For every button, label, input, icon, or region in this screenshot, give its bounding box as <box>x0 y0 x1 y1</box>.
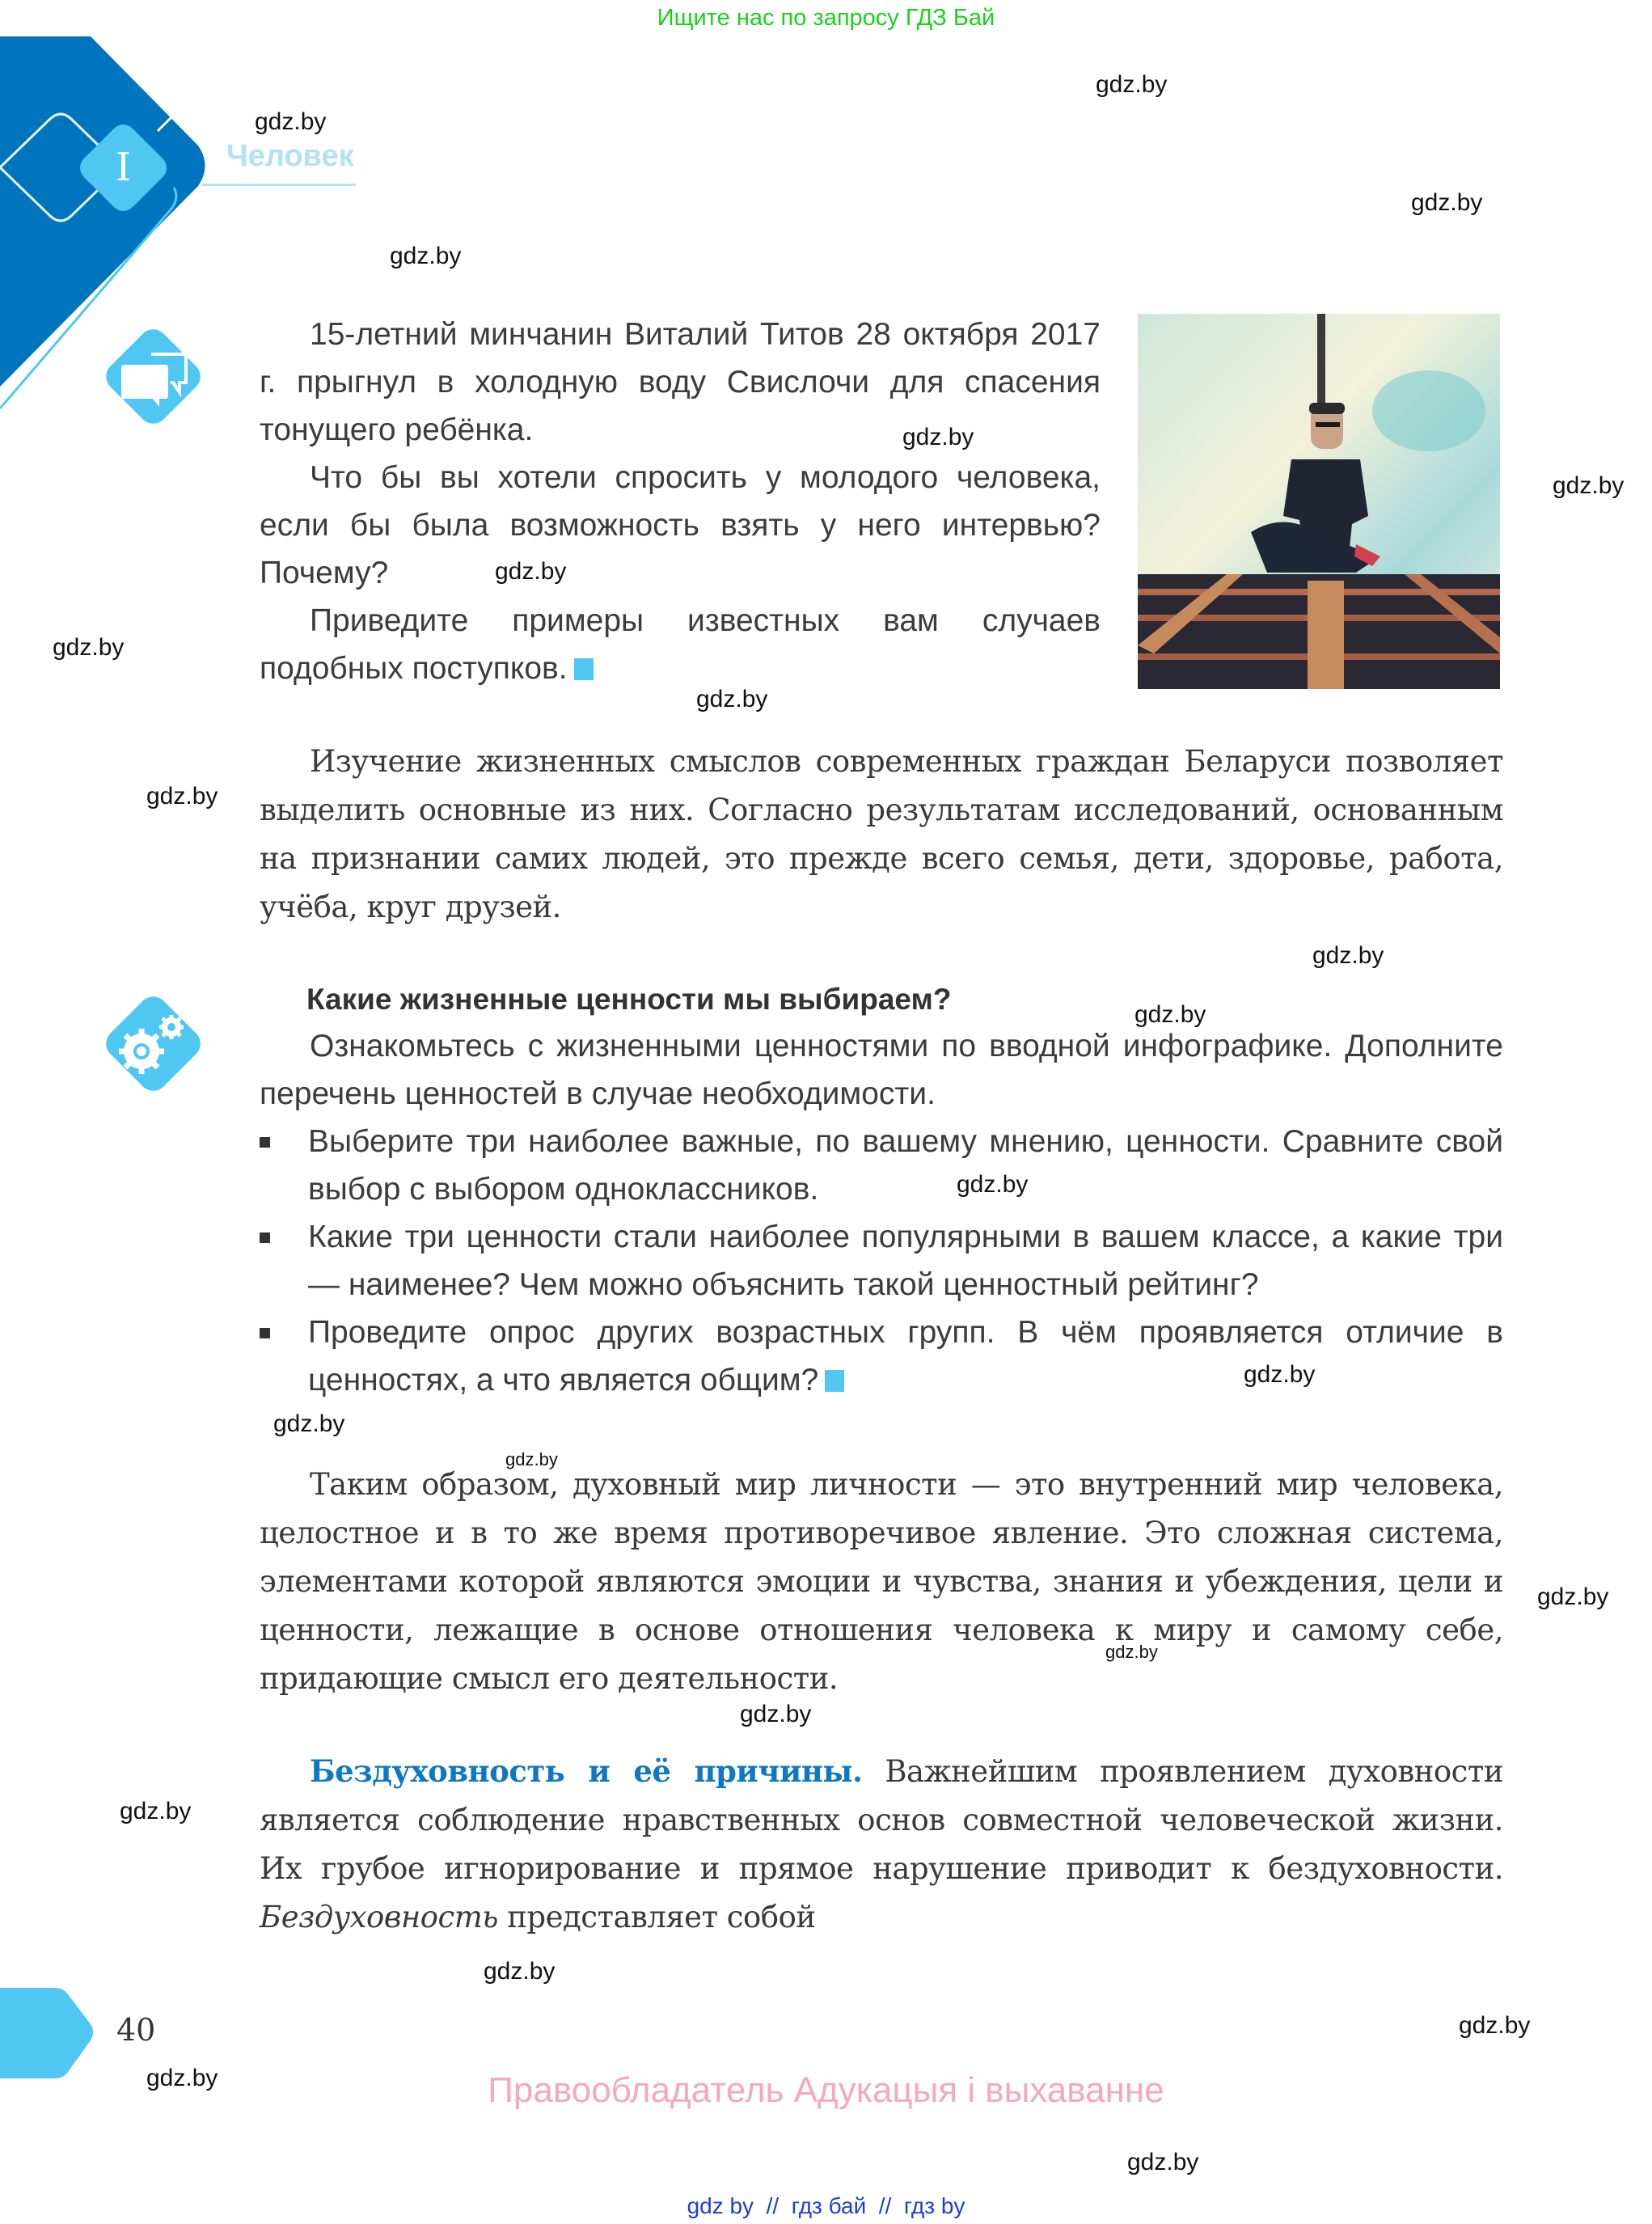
watermark: gdz.by <box>696 686 768 712</box>
task-bullet: Какие три ценности стали наиболее популярными в вашем классе, а какие три — наименее? Чем можно объяснить такой ценностный рейтинг? <box>260 1213 1503 1309</box>
task-bullet-list <box>260 1118 1503 1404</box>
watermark: gdz.by <box>390 243 462 269</box>
watermark: gdz.by <box>1553 472 1625 499</box>
chapter-numeral-badge <box>65 109 182 226</box>
watermark: gdz.by <box>902 424 974 450</box>
italic-term: Бездуховность <box>260 1900 498 1934</box>
task-bullet: Выберите три наиболее важные, по вашему мнению, ценности. Сравните свой выбор с выбором одноклассников. <box>260 1118 1503 1213</box>
search-banner: Ищите нас по запросу ГДЗ Бай <box>657 5 995 31</box>
watermark: gdz.by <box>1096 71 1168 98</box>
watermark: gdz.by <box>1127 2149 1199 2175</box>
page-number: 40 <box>116 2012 156 2048</box>
discussion-paragraph: Что бы вы хотели спросить у молодого человека, если бы была возможность взять у него интервью? Почему? <box>260 460 1101 590</box>
discussion-paragraph: Приведите примеры известных вам случаев подобных поступков. <box>260 603 1101 686</box>
watermark: gdz.by <box>1459 2012 1531 2039</box>
gears-icon <box>95 985 212 1102</box>
task-intro: Ознакомьтесь с жизненными ценностями по вводной инфографике. Дополните перечень ценностей в случае необходимости. <box>260 1029 1503 1111</box>
watermark: gdz.by <box>1411 189 1483 216</box>
end-marker-icon <box>825 1370 844 1392</box>
photo-young-man <box>1138 314 1500 689</box>
main-paragraph-1: Изучение жизненных смыслов современных граждан Беларуси позволяет выделить основные из них. Согласно результатам исследований, основанным на признании самих людей, это прежде всего семья, дети, здоровье, работа, учёба, круг друзей. <box>260 744 1503 924</box>
chapter-title: Человек <box>226 139 354 173</box>
task-heading: Какие жизненные ценности мы выбираем? <box>306 983 952 1016</box>
watermark: gdz.by <box>1537 1583 1609 1610</box>
watermark: gdz.by <box>1105 1642 1158 1662</box>
watermark: gdz.by <box>146 783 218 810</box>
chapter-title-rule <box>202 184 356 186</box>
chat-bubbles-icon <box>95 318 212 435</box>
watermark: gdz.by <box>120 1798 192 1824</box>
chapter-numeral: I <box>116 145 131 190</box>
discussion-text <box>260 311 1101 692</box>
task-block <box>260 977 1503 1404</box>
watermark: gdz.by <box>273 1410 345 1437</box>
main-paragraph-2: Таким образом, духовный мир личности — это внутренний мир человека, целостное и в то же время противоречивое явление. Это сложная система, элементами которой являются эмоции и чувства, знания и убеждения, цели и ценности, лежащие в основе отношения человека к миру и самому себе, придающие смысл его деятельности. <box>260 1467 1503 1696</box>
section-heading: Бездуховность и её причины. <box>310 1753 863 1789</box>
watermark: gdz.by <box>495 558 567 585</box>
footer-links[interactable]: gdz by // гдз бай // гдз by <box>687 2193 965 2218</box>
watermark: gdz.by <box>505 1449 558 1469</box>
copyright-notice: Правообладатель Адукацыя і выхаванне <box>488 2070 1164 2110</box>
discussion-paragraph: 15-летний минчанин Виталий Титов 28 октября 2017 г. прыгнул в холодную воду Свислочи для спасения тонущего ребёнка. <box>260 317 1101 447</box>
watermark: gdz.by <box>53 634 125 661</box>
task-bullet: Проведите опрос других возрастных групп. В чём проявляется отличие в ценностях, а что является общим? <box>260 1309 1503 1404</box>
watermark: gdz.by <box>484 1958 556 1985</box>
watermark: gdz.by <box>740 1701 812 1727</box>
section-bezdukhovnost: Бездуховность и её причины. Важнейшим проявлением духовности является соблюдение нравственных основ совместной человеческой жизни. Их грубое игнорирование и прямое нарушение приводит к бездуховности. Бездуховность представляет собой <box>260 1753 1503 1934</box>
watermark: gdz.by <box>1312 942 1384 969</box>
watermark: gdz.by <box>1244 1361 1316 1388</box>
watermark: gdz.by <box>146 2065 218 2091</box>
end-marker-icon <box>574 658 594 680</box>
watermark: gdz.by <box>1134 1001 1206 1028</box>
watermark: gdz.by <box>957 1171 1029 1198</box>
watermark: gdz.by <box>255 108 327 135</box>
page-tab <box>0 1988 97 2080</box>
